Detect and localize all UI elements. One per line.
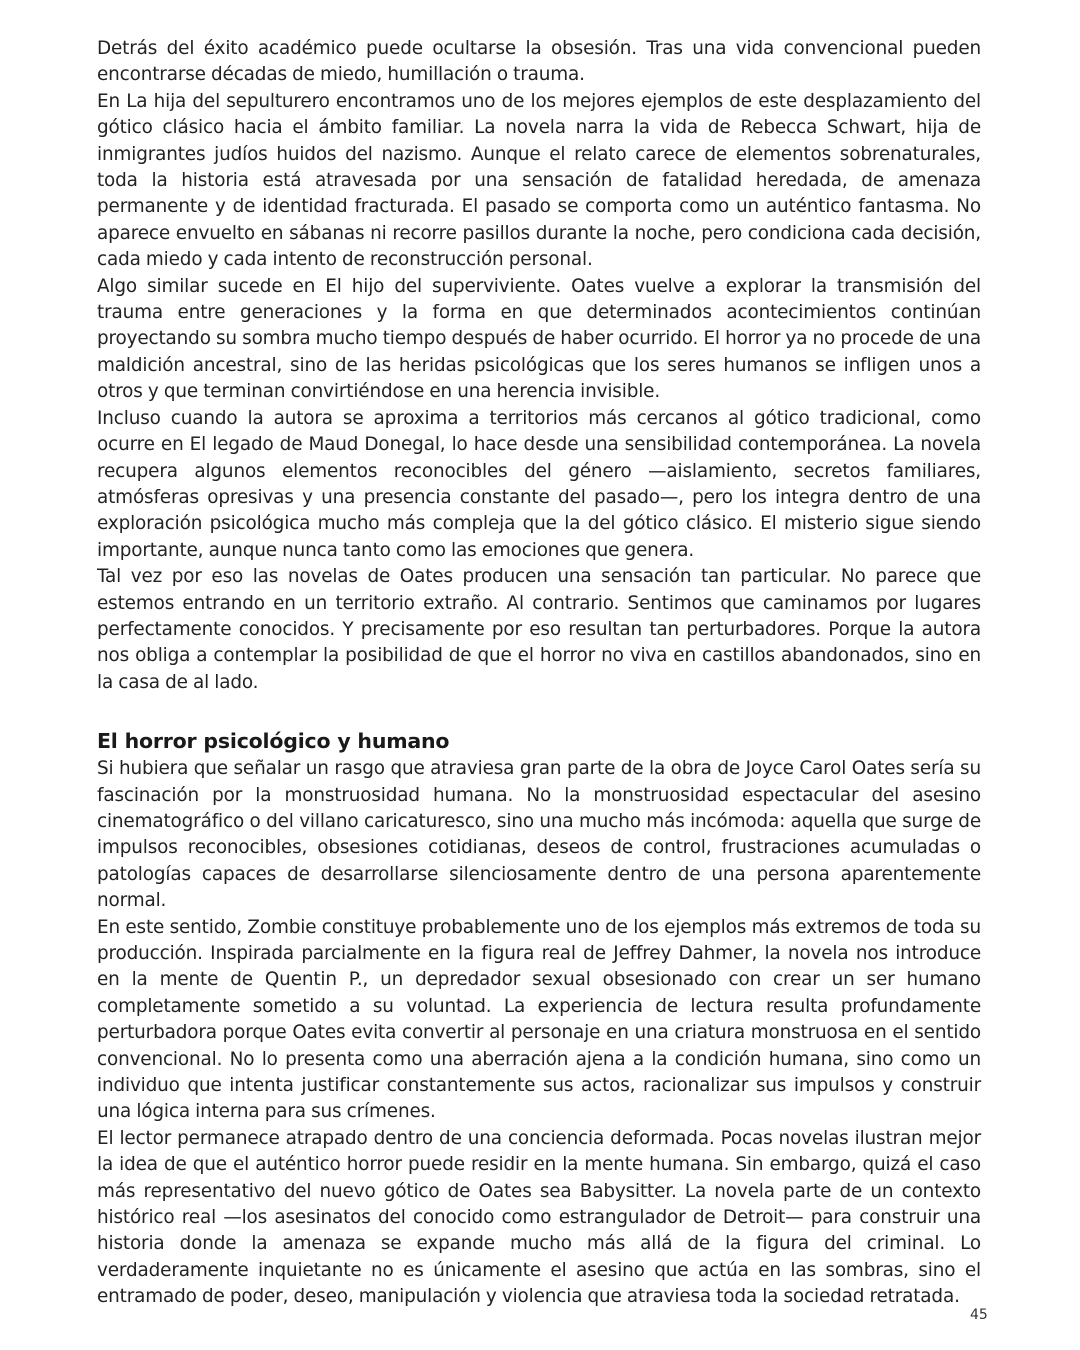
paragraph: Detrás del éxito académico puede ocultarse la obsesión. Tras una vida convencional pueden encontrarse décadas de miedo, humillación o trauma.	[97, 38, 981, 86]
paragraph: En La hija del sepulturero encontramos uno de los mejores ejemplos de este desplazamiento del gótico clásico hacia el ámbito familiar. La novela narra la vida de Rebecca Schwart, hija de inmigrantes judíos huidos del nazismo. Aunque el relato carece de elementos sobrenaturales, toda la historia está atravesada por una sensación de fatalidad heredada, de amenaza permanente y de identidad fracturada. El pasado se comporta como un auténtico fantasma. No aparece envuelto en sábanas ni recorre pasillos durante la noche, pero condiciona cada decisión, cada miedo y cada intento de reconstrucción personal.	[97, 90, 981, 271]
paragraph: Tal vez por eso las novelas de Oates producen una sensación tan particular. No parece que estemos entrando en un territorio extraño. Al contrario. Sentimos que caminamos por lugares perfectamente conocidos. Y precisamente por eso resultan tan perturbadores. Porque la autora nos obliga a contemplar la posibilidad de que el horror no viva en castillos abandonados, sino en la casa de al lado.	[97, 566, 981, 693]
paragraph: Algo similar sucede en El hijo del superviviente. Oates vuelve a explorar la transmisión del trauma entre generaciones y la forma en que determinados acontecimientos continúan proyectando su sombra mucho tiempo después de haber ocurrido. El horror ya no procede de una maldición ancestral, sino de las heridas psicológicas que los seres humanos se infligen unos a otros y que terminan convirtiéndose en una herencia invisible.	[97, 275, 981, 403]
section-heading: El horror psicológico y humano	[97, 729, 450, 754]
page-body	[97, 36, 981, 1311]
paragraph: En este sentido, Zombie constituye probablemente uno de los ejemplos más extremos de toda su producción. Inspirada parcialmente en la figura real de Jeffrey Dahmer, la novela nos introduce en la mente de Quentin P., un depredador sexual obsesionado con crear un ser humano completamente sometido a su voluntad. La experiencia de lectura resulta profundamente perturbadora porque Oates evita convertir al personaje en una criatura monstruosa en el sentido convencional. No lo presenta como una aberración ajena a la condición humana, sino como un individuo que intenta justificar constantemente sus actos, racionalizar sus impulsos y construir una lógica interna para sus crímenes.	[97, 916, 981, 1123]
paragraph: El lector permanece atrapado dentro de una conciencia deformada. Pocas novelas ilustran mejor la idea de que el auténtico horror puede residir en la mente humana. Sin embargo, quizá el caso más representativo del nuevo gótico de Oates sea Babysitter. La novela parte de un contexto histórico real —los asesinatos del conocido como estrangulador de Detroit— para construir una historia donde la amenaza se expande mucho más allá de la figura del criminal. Lo verdaderamente inquietante no es únicamente el asesino que actúa en las sombras, sino el entramado de poder, deseo, manipulación y violencia que atraviesa toda la sociedad retratada.	[97, 1127, 981, 1308]
paragraph: Si hubiera que señalar un rasgo que atraviesa gran parte de la obra de Joyce Carol Oates sería su fascinación por la monstruosidad humana. No la monstruosidad espectacular del asesino cinematográfico o del villano caricaturesco, sino una mucho más incómoda: aquella que surge de impulsos reconocibles, obsesiones cotidianas, deseos de control, frustraciones acumuladas o patologías capaces de desarrollarse silenciosamente dentro de una persona aparentemente normal.	[97, 758, 981, 912]
page-number: 45	[970, 1307, 988, 1323]
paragraph: Incluso cuando la autora se aproxima a territorios más cercanos al gótico tradicional, como ocurre en El legado de Maud Donegal, lo hace desde una sensibilidad contemporánea. La novela recupera algunos elementos reconocibles del género —aislamiento, secretos familiares, atmósferas opresivas y una presencia constante del pasado—, pero los integra dentro de una exploración psicológica mucho más compleja que la del gótico clásico. El misterio sigue siendo importante, aunque nunca tanto como las emociones que genera.	[97, 407, 981, 561]
